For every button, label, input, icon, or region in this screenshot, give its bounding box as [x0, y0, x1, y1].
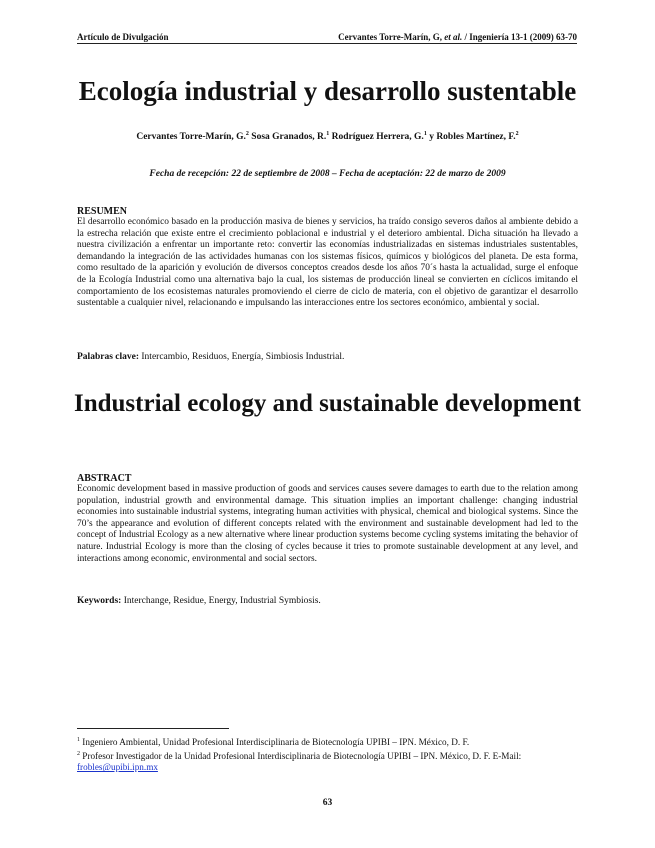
footnote-2-marker: 2 [77, 750, 80, 757]
keywords [77, 596, 578, 606]
email-link[interactable]: frobles@upibi.ipn.mx [77, 762, 158, 773]
title-spanish: Ecología industrial y desarrollo sustentable [78, 76, 577, 106]
footnote-1 [77, 735, 578, 749]
keywords-values: Interchange, Residue, Energy, Industrial Symbiosis. [121, 596, 321, 606]
palabras-clave-label: Palabras clave: [77, 352, 140, 362]
header-authors: Cervantes Torre-Marín, G, [338, 32, 442, 42]
title-english: Industrial ecology and sustainable development [73, 390, 581, 417]
header-etal: et al. [444, 32, 463, 42]
page-number: 63 [322, 798, 333, 808]
footnote-2-text: Profesor Investigador de la Unidad Profesional Interdisciplinaria de Biotecnología UPIBI – IPN. México, D. F. E-Mail: [80, 750, 522, 761]
author-list [0, 131, 655, 142]
palabras-clave-values: Intercambio, Residuos, Energía, Simbiosis Industrial. [139, 352, 345, 362]
author-3-affiliation: 1 [423, 131, 427, 137]
author-4-affiliation: 2 [515, 131, 519, 137]
running-header [77, 32, 577, 44]
resumen-heading: RESUMEN [77, 206, 128, 217]
author-1-affiliation: 2 [245, 131, 249, 137]
author-4: y Robles Martínez, F. [426, 132, 516, 143]
header-section-label: Artículo de Divulgación [77, 32, 169, 42]
footnote-1-text: Ingeniero Ambiental, Unidad Profesional Interdisciplinaria de Biotecnología UPIBI – IPN. México, D. F. [80, 737, 470, 748]
palabras-clave [77, 352, 578, 362]
resumen-text: El desarrollo económico basado en la producción masiva de bienes y servicios, ha traído consigo severos daños al ambiente debido a la estrecha relación que existe entre el crecimiento poblacional e industrial y el deterioro ambiental. Dicha situación ha llevado a nuestra civilización a enfrentar un importante reto: convertir las economías industrializadas en sistemas industriales sustentables, demandando la integración de las actividades humanas con los sistemas físicos, químicos y biológicos del planeta. De esta forma, como resultado de la aparición y evolución de diversos conceptos creados desde los años 70´s hasta la actualidad, surge el enfoque de la Ecología Industrial como una alternativa bajo la cual, los sistemas de producción lineal se convierten en cíclicos imitando el comportamiento de los ecosistemas naturales promoviendo el cierre de ciclo de materia, con el objetivo de garantizar el desarrollo sustentable a cualquier nivel, relacionando e impulsando las interacciones entre los sectores económico, ambiental y social. [77, 217, 578, 309]
header-journal: / Ingeniería 13-1 (2009) 63-70 [464, 32, 577, 42]
footnotes [77, 735, 578, 774]
footnote-1-marker: 1 [77, 737, 80, 743]
author-2: Sosa Granados, R. [248, 132, 327, 143]
footnote-separator [77, 728, 229, 729]
author-1: Cervantes Torre-Marín, G. [136, 132, 246, 143]
footnote-2 [77, 749, 578, 774]
abstract-heading: ABSTRACT [77, 473, 132, 484]
header-citation [338, 32, 577, 42]
abstract-text: Economic development based in massive production of goods and services causes severe damages to earth due to the relation among population, industrial growth and environmental damage. This situation implies an important challenge: changing industrial economies into sustainable industrial systems, integrating human activities with physical, chemical and biological systems. Since the 70’s the appearance and evolution of different concepts related with the environment and sustainable development had led to the concept of Industrial Ecology as a new alternative where linear production systems become cycling systems imitating the behavior of nature. Industrial Ecology is more than the closing of cycles because it tries to promote sustainable development at any level, and interactions among economic, environmental and social sectors. [77, 484, 578, 564]
author-2-affiliation: 1 [326, 131, 330, 137]
keywords-label: Keywords: [77, 596, 122, 606]
author-3: Rodríguez Herrera, G. [329, 132, 424, 143]
reception-dates: Fecha de recepción: 22 de septiembre de 2008 – Fecha de aceptación: 22 de marzo de 2009 [149, 169, 506, 179]
